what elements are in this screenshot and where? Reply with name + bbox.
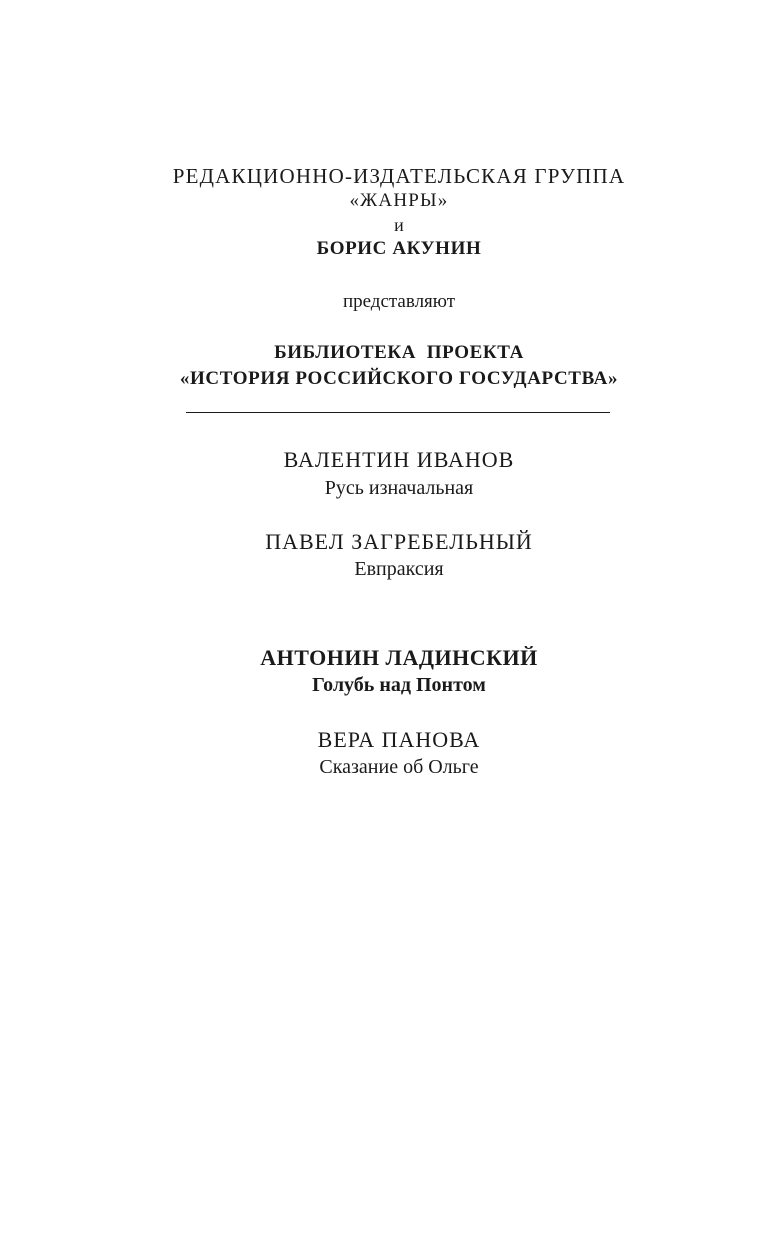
book-4-title: Сказание об Ольге: [319, 756, 479, 778]
book-2-author: ПАВЕЛ ЗАГРЕБЕЛЬНЫЙ: [265, 529, 533, 554]
publisher-line-1: РЕДАКЦИОННО-ИЗДАТЕЛЬСКАЯ ГРУППА: [172, 164, 626, 188]
book-1-title: Русь изначальная: [324, 477, 474, 499]
library-title-line-2: «ИСТОРИЯ РОССИЙСКОГО ГОСУДАРСТВА»: [179, 368, 619, 389]
divider-rule: [186, 412, 610, 413]
conjunction-text: и: [394, 215, 404, 235]
book-2-title: Евпраксия: [354, 558, 444, 580]
library-title-line-1: БИБЛИОТЕКА ПРОЕКТА: [274, 342, 524, 363]
presenting-author: БОРИС АКУНИН: [316, 238, 482, 259]
book-3-title: Голубь над Понтом: [312, 674, 486, 696]
book-1-author: ВАЛЕНТИН ИВАНОВ: [283, 447, 515, 472]
presenting-verb: представляют: [342, 291, 456, 312]
book-3-author: АНТОНИН ЛАДИНСКИЙ: [260, 645, 538, 670]
book-4-author: ВЕРА ПАНОВА: [317, 727, 481, 752]
publisher-line-2: «ЖАНРЫ»: [349, 190, 449, 211]
